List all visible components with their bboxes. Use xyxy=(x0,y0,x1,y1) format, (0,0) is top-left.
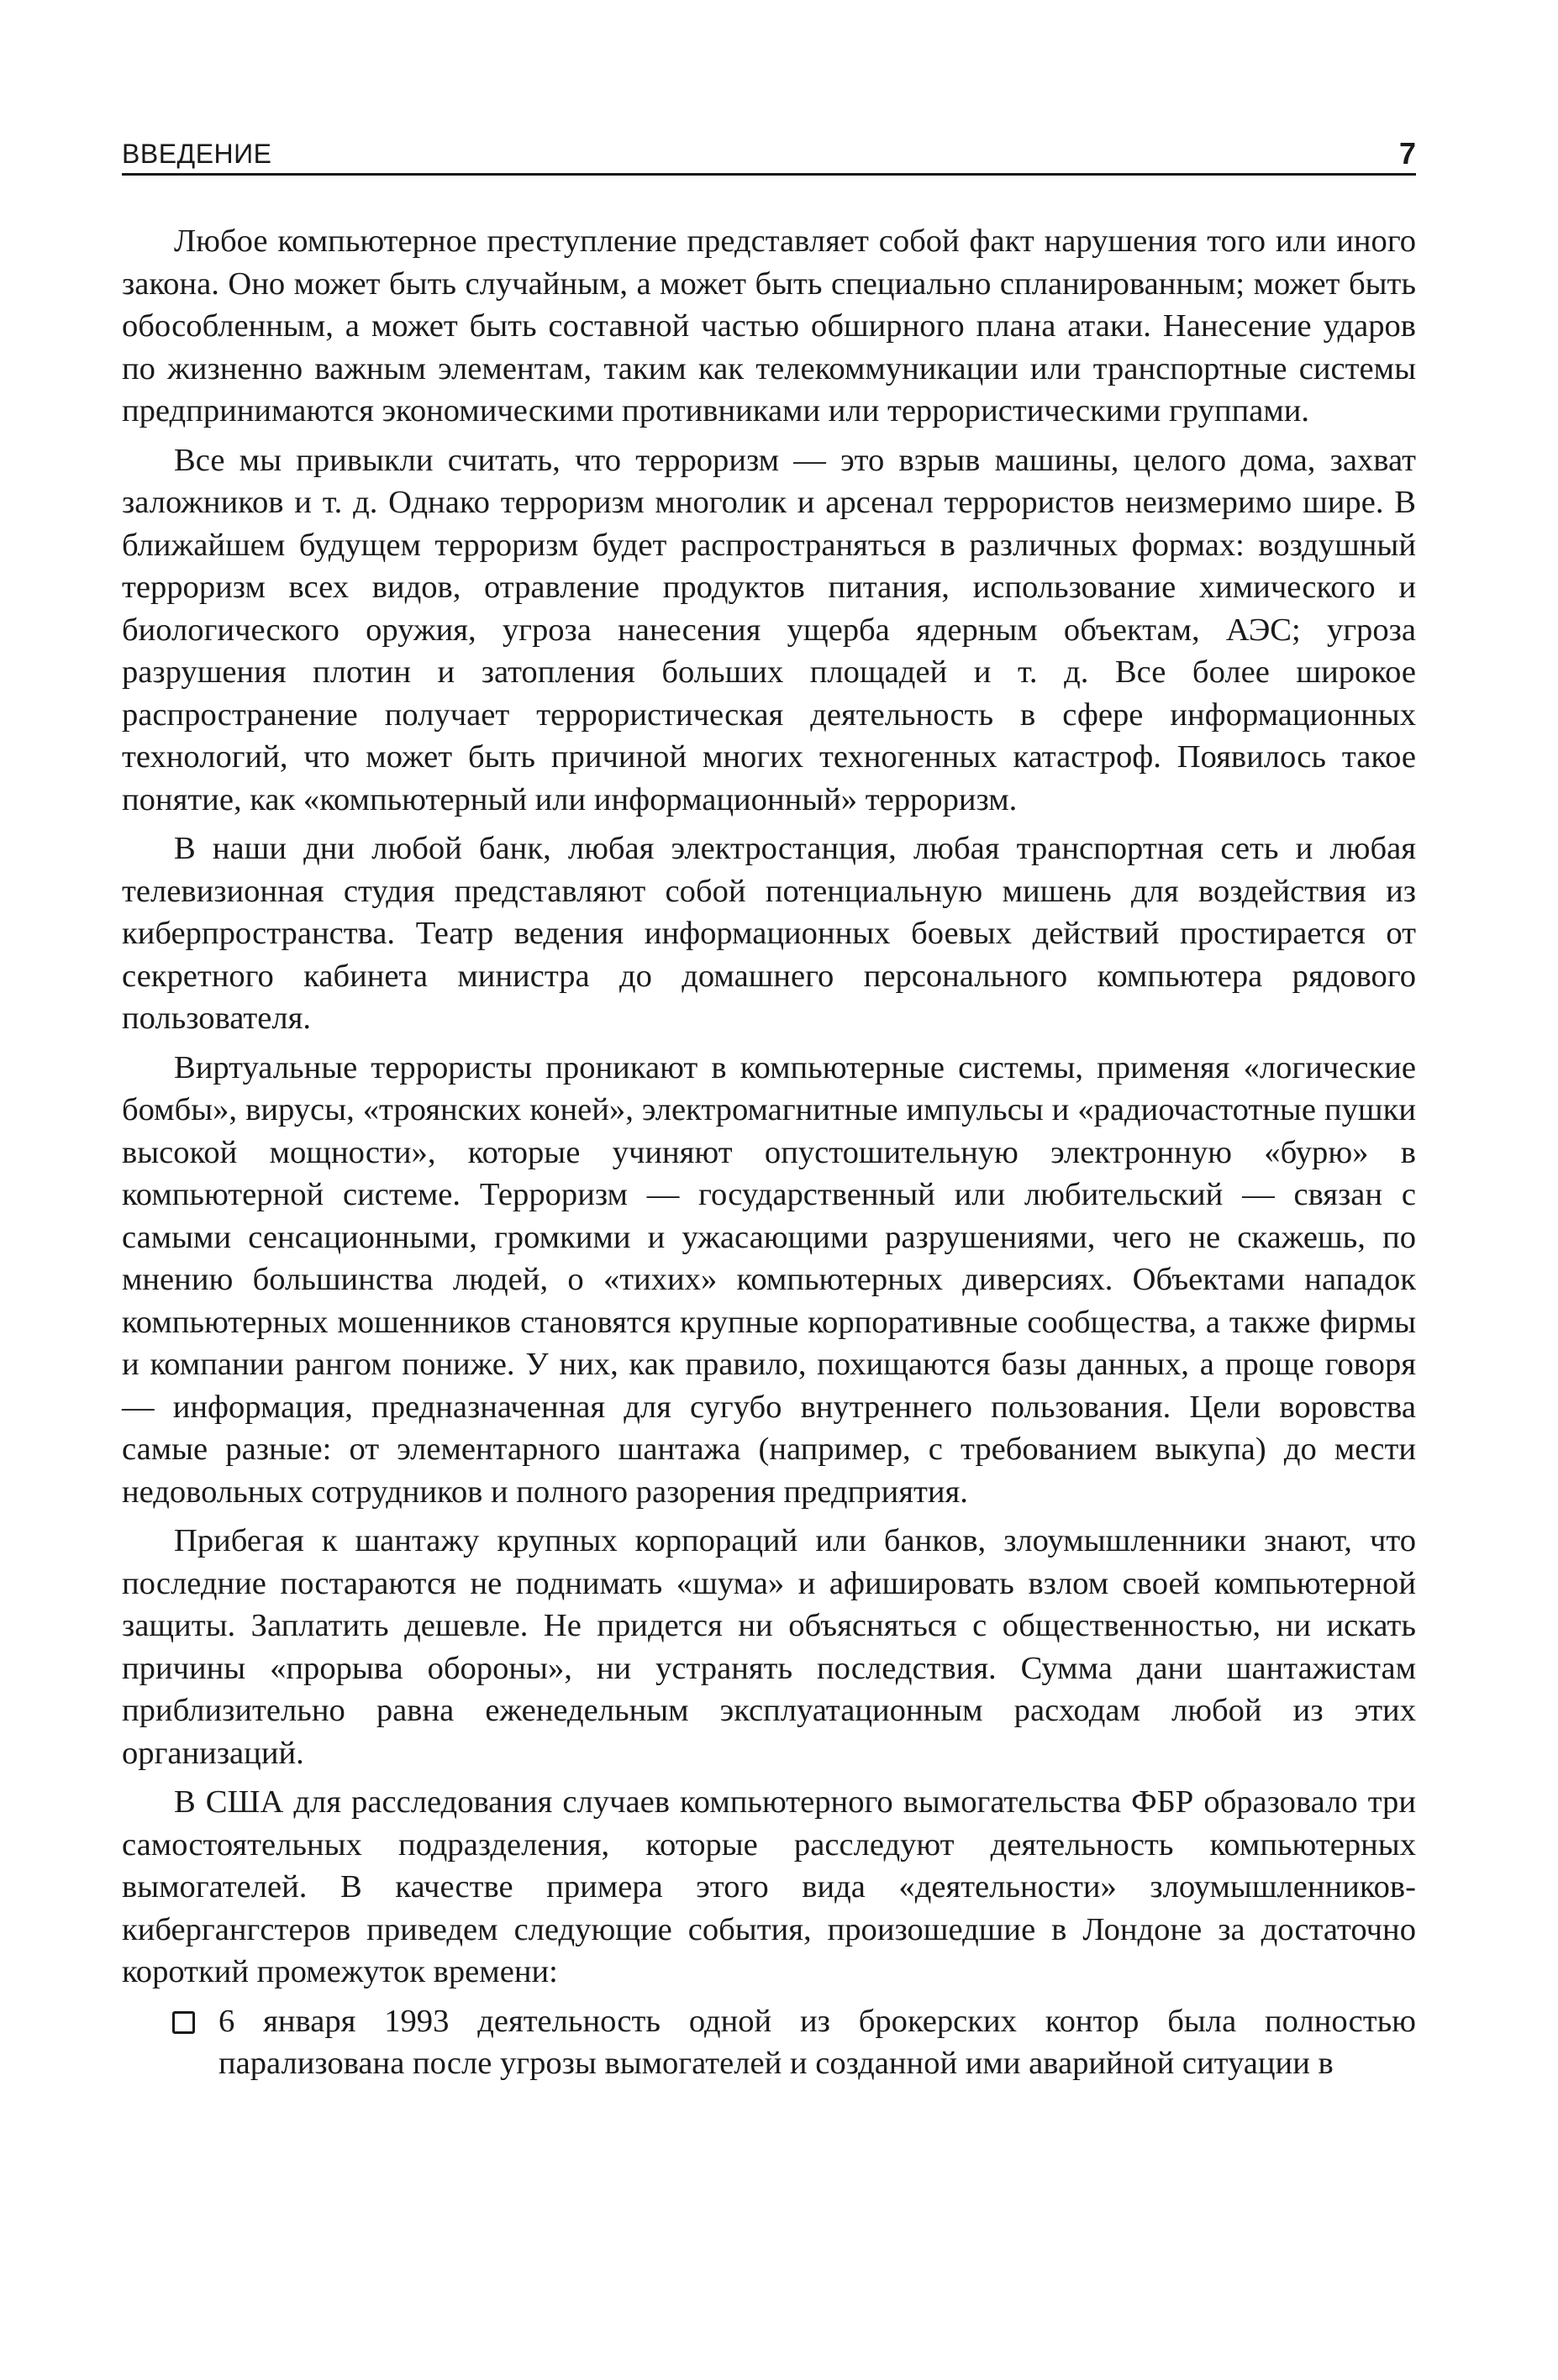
paragraph-5: Прибегая к шантажу крупных корпораций или банков, злоумышленники знают, что последние постараются не поднимать «шума» и афишировать взлом своей компьютерной защиты. Заплатить дешевле. Не придется ни объясняться с общественностью, ни искать причины «прорыва обороны», ни устранять последствия. Сумма дани шантажистам приблизительно равна еженедельным эксплуатационным расходам любой из этих организаций. xyxy=(122,1523,1416,1771)
page-number: 7 xyxy=(1398,136,1416,171)
list-item-text: 6 января 1993 деятельность одной из брокерских контор была полностью парализована после угрозы вымогателей и созданной ими аварийной ситуации в xyxy=(218,2003,1416,2081)
paragraph-2: Все мы привыкли считать, что терроризм — это взрыв машины, целого дома, захват заложников и т. д. Однако терроризм многолик и арсенал террористов неизмеримо шире. В ближайшем будущем терроризм будет распространяться в различных формах: воздушный терроризм всех видов, отравление продуктов питания, использование химического и биологического оружия, угроза нанесения ущерба ядерным объектам, АЭС; угроза разрушения плотин и затопления больших площадей и т. д. Все более широкое распространение получает террористическая деятельность в сфере информационных технологий, что может быть причиной многих техногенных катастроф. Появилось такое понятие, как «компьютерный или информационный» терроризм. xyxy=(122,442,1416,817)
paragraph-6: В США для расследования случаев компьютерного вымогательства ФБР образовало три самостоятельных подразделения, которые расследуют деятельность компьютерных вымогателей. В качестве примера этого вида «деятельности» злоумышленников-кибергангстеров приведем следующие события, произошедшие в Лондоне за достаточно короткий промежуток времени: xyxy=(122,1784,1416,1989)
paragraph-4: Виртуальные террористы проникают в компьютерные системы, применяя «логические бомбы», вирусы, «троянских коней», электромагнитные импульсы и «радиочастотные пушки высокой мощности», которые учиняют опустошительную электронную «бурю» в компьютерной системе. Терроризм — государственный или любительский — связан с самыми сенсационными, громкими и ужасающими разрушениями, чего не скажешь, по мнению большинства людей, о «тихих» компьютерных диверсиях. Объектами нападок компьютерных мошенников становятся крупные корпоративные сообщества, а также фирмы и компании рангом пониже. У них, как правило, похищаются базы данных, а проще говоря — информация, предназначенная для сугубо внутреннего пользования. Цели воровства самые разные: от элементарного шантажа (например, с требованием выкупа) до мести недовольных сотрудников и полного разорения предприятия. xyxy=(122,1049,1416,1510)
checkbox-icon xyxy=(172,2011,195,2034)
paragraph-1: Любое компьютерное преступление представляет собой факт нарушения того или иного закона. Оно может быть случайным, а может быть специально спланированным; может быть обособленным, а может быть составной частью обширного плана атаки. Нанесение ударов по жизненно важным элементам, таким как телекоммуникации или транспортные системы предпринимаются экономическими противниками или террористическими группами. xyxy=(122,223,1416,428)
book-page xyxy=(122,0,1416,2380)
body-text xyxy=(122,220,1416,2085)
paragraph-3: В наши дни любой банк, любая электростанция, любая транспортная сеть и любая телевизионная студия представляют собой потенциальную мишень для воздействия из киберпространства. Театр ведения информационных боевых действий простирается от секретного кабинета министра до домашнего персонального компьютера рядового пользователя. xyxy=(122,831,1416,1036)
list-item xyxy=(122,2000,1416,2085)
running-header xyxy=(122,134,1416,176)
header-title: ВВЕДЕНИЕ xyxy=(122,139,272,169)
